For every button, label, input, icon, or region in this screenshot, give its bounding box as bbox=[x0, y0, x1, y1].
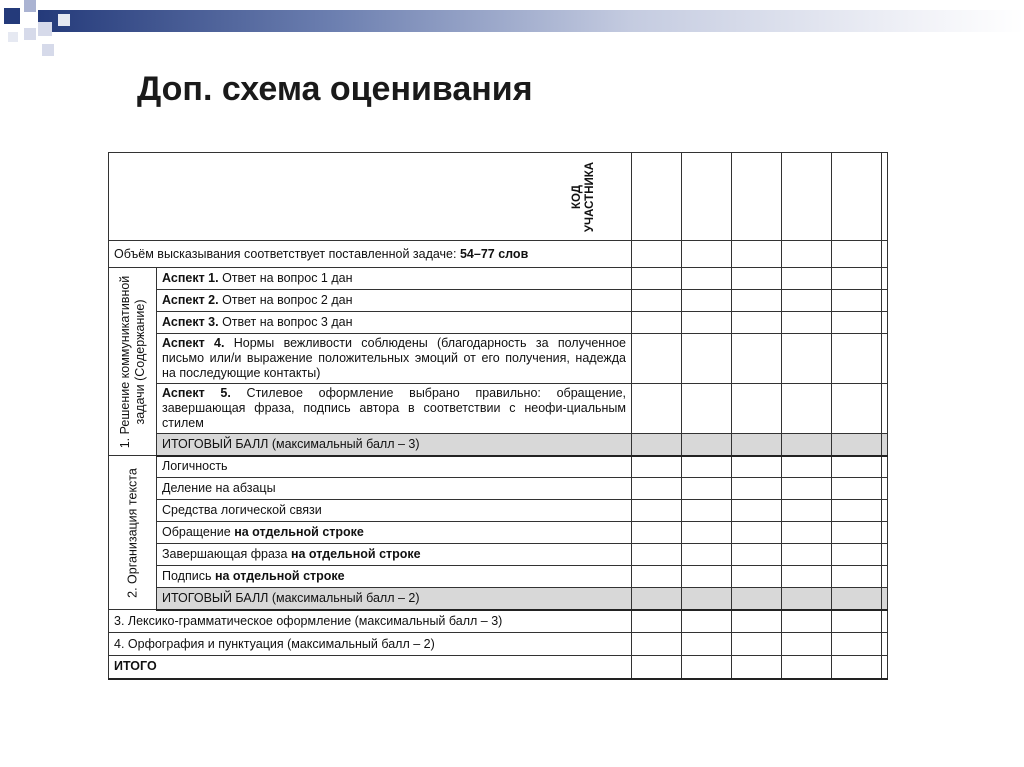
section1-total-row bbox=[109, 434, 888, 456]
score-cell[interactable] bbox=[732, 312, 782, 334]
score-cell[interactable] bbox=[882, 312, 888, 334]
section2-total-label: ИТОГОВЫЙ БАЛЛ (максимальный балл – 2) bbox=[157, 588, 632, 610]
score-cell[interactable] bbox=[782, 312, 832, 334]
aspect-row bbox=[109, 268, 888, 290]
section2-label: 2. Организация текста bbox=[125, 467, 139, 598]
score-cell[interactable] bbox=[882, 456, 888, 478]
header-row bbox=[109, 153, 888, 241]
score-cell[interactable] bbox=[782, 588, 832, 610]
score-cell[interactable] bbox=[882, 241, 888, 268]
score-cell[interactable] bbox=[882, 290, 888, 312]
score-cell[interactable] bbox=[632, 268, 682, 290]
page-title: Доп. схема оценивания bbox=[137, 70, 533, 108]
score-cell[interactable] bbox=[832, 241, 882, 268]
score-cell[interactable] bbox=[832, 588, 882, 610]
aspect-label: Аспект 2. Ответ на вопрос 2 дан bbox=[157, 290, 632, 312]
score-cell[interactable] bbox=[782, 633, 832, 656]
criterion-label: Обращение на отдельной строке bbox=[157, 522, 632, 544]
score-cell[interactable] bbox=[682, 456, 732, 478]
score-cell[interactable] bbox=[782, 566, 832, 588]
score-cell[interactable] bbox=[732, 522, 782, 544]
score-cell[interactable] bbox=[632, 290, 682, 312]
score-cell[interactable] bbox=[632, 434, 682, 456]
volume-label: Объём высказывания соответствует поставленной задаче: 54–77 слов bbox=[109, 241, 632, 268]
score-cell[interactable] bbox=[732, 268, 782, 290]
score-cell[interactable] bbox=[632, 153, 682, 241]
score-cell[interactable] bbox=[732, 656, 782, 679]
score-cell[interactable] bbox=[682, 434, 732, 456]
score-cell[interactable] bbox=[832, 656, 882, 679]
volume-row bbox=[109, 241, 888, 268]
score-cell[interactable] bbox=[782, 334, 832, 384]
score-cell[interactable] bbox=[882, 656, 888, 679]
score-cell[interactable] bbox=[832, 500, 882, 522]
score-cell[interactable] bbox=[832, 384, 882, 434]
score-cell[interactable] bbox=[882, 566, 888, 588]
score-cell[interactable] bbox=[732, 384, 782, 434]
score-cell[interactable] bbox=[732, 478, 782, 500]
score-cell[interactable] bbox=[732, 566, 782, 588]
score-cell[interactable] bbox=[632, 633, 682, 656]
score-cell[interactable] bbox=[632, 544, 682, 566]
criterion-row bbox=[109, 566, 888, 588]
decor-square bbox=[8, 32, 18, 42]
score-cell[interactable] bbox=[732, 153, 782, 241]
score-cell[interactable] bbox=[632, 312, 682, 334]
decor-square bbox=[58, 14, 70, 26]
criterion3-label: 3. Лексико-грамматическое оформление (максимальный балл – 3) bbox=[109, 610, 632, 633]
header-label-cell bbox=[109, 153, 632, 241]
score-cell[interactable] bbox=[682, 241, 732, 268]
score-cell[interactable] bbox=[782, 500, 832, 522]
score-cell[interactable] bbox=[882, 633, 888, 656]
criterion-label: Логичность bbox=[157, 456, 632, 478]
score-cell[interactable] bbox=[832, 610, 882, 633]
section2-total-row bbox=[109, 588, 888, 610]
score-cell[interactable] bbox=[732, 456, 782, 478]
score-cell[interactable] bbox=[682, 478, 732, 500]
score-cell[interactable] bbox=[782, 522, 832, 544]
score-cell[interactable] bbox=[832, 633, 882, 656]
score-cell[interactable] bbox=[782, 384, 832, 434]
score-cell[interactable] bbox=[682, 656, 732, 679]
criterion3-row bbox=[109, 610, 888, 633]
score-cell[interactable] bbox=[832, 522, 882, 544]
final-total-row bbox=[109, 656, 888, 679]
score-cell[interactable] bbox=[882, 500, 888, 522]
score-cell[interactable] bbox=[782, 268, 832, 290]
score-cell[interactable] bbox=[832, 268, 882, 290]
score-cell[interactable] bbox=[782, 241, 832, 268]
section1-total-label: ИТОГОВЫЙ БАЛЛ (максимальный балл – 3) bbox=[157, 434, 632, 456]
score-cell[interactable] bbox=[882, 153, 888, 241]
score-cell[interactable] bbox=[632, 334, 682, 384]
criterion-row bbox=[109, 478, 888, 500]
aspect-label: Аспект 5. Стилевое оформление выбрано правильно: обращение, завершающая фраза, подпись автора в соответствии с неофи-циальным стилем bbox=[157, 384, 632, 434]
aspect-row bbox=[109, 312, 888, 334]
score-cell[interactable] bbox=[782, 456, 832, 478]
criterion-label: Деление на абзацы bbox=[157, 478, 632, 500]
score-cell[interactable] bbox=[732, 434, 782, 456]
aspect-label: Аспект 1. Ответ на вопрос 1 дан bbox=[157, 268, 632, 290]
score-cell[interactable] bbox=[682, 290, 732, 312]
final-total-label: ИТОГО bbox=[109, 656, 632, 679]
score-cell[interactable] bbox=[732, 588, 782, 610]
score-cell[interactable] bbox=[832, 434, 882, 456]
score-cell[interactable] bbox=[832, 544, 882, 566]
score-cell[interactable] bbox=[832, 478, 882, 500]
score-cell[interactable] bbox=[682, 153, 732, 241]
score-cell[interactable] bbox=[832, 334, 882, 384]
score-cell[interactable] bbox=[682, 500, 732, 522]
score-cell[interactable] bbox=[882, 384, 888, 434]
score-cell[interactable] bbox=[632, 566, 682, 588]
evaluation-table bbox=[108, 152, 888, 680]
score-cell[interactable] bbox=[782, 610, 832, 633]
score-cell[interactable] bbox=[882, 544, 888, 566]
criterion4-row bbox=[109, 633, 888, 656]
aspect-row bbox=[109, 290, 888, 312]
score-cell[interactable] bbox=[832, 566, 882, 588]
score-cell[interactable] bbox=[832, 153, 882, 241]
score-cell[interactable] bbox=[632, 384, 682, 434]
score-cell[interactable] bbox=[682, 268, 732, 290]
score-cell[interactable] bbox=[882, 268, 888, 290]
section2-label-cell bbox=[109, 456, 157, 610]
criterion4-label: 4. Орфография и пунктуация (максимальный балл – 2) bbox=[109, 633, 632, 656]
aspect-row bbox=[109, 334, 888, 384]
score-cell[interactable] bbox=[682, 312, 732, 334]
aspect-label: Аспект 3. Ответ на вопрос 3 дан bbox=[157, 312, 632, 334]
score-cell[interactable] bbox=[832, 456, 882, 478]
aspect-row bbox=[109, 384, 888, 434]
score-cell[interactable] bbox=[682, 544, 732, 566]
score-cell[interactable] bbox=[782, 434, 832, 456]
header-gradient-bar bbox=[38, 10, 1024, 32]
score-cell[interactable] bbox=[632, 500, 682, 522]
score-cell[interactable] bbox=[682, 566, 732, 588]
score-cell[interactable] bbox=[732, 334, 782, 384]
score-cell[interactable] bbox=[882, 478, 888, 500]
score-cell[interactable] bbox=[732, 633, 782, 656]
criterion-row bbox=[109, 500, 888, 522]
score-cell[interactable] bbox=[882, 334, 888, 384]
criterion-row bbox=[109, 544, 888, 566]
decor-square bbox=[24, 28, 36, 40]
score-cell[interactable] bbox=[832, 312, 882, 334]
score-cell[interactable] bbox=[632, 478, 682, 500]
criterion-row bbox=[109, 456, 888, 478]
score-cell[interactable] bbox=[732, 500, 782, 522]
score-cell[interactable] bbox=[632, 610, 682, 633]
score-cell[interactable] bbox=[682, 633, 732, 656]
score-cell[interactable] bbox=[732, 610, 782, 633]
decor-square bbox=[4, 8, 20, 24]
criterion-row bbox=[109, 522, 888, 544]
criterion-label: Средства логической связи bbox=[157, 500, 632, 522]
score-cell[interactable] bbox=[632, 241, 682, 268]
decor-square bbox=[42, 44, 54, 56]
score-cell[interactable] bbox=[782, 290, 832, 312]
score-cell[interactable] bbox=[632, 656, 682, 679]
score-cell[interactable] bbox=[882, 588, 888, 610]
score-cell[interactable] bbox=[632, 588, 682, 610]
score-cell[interactable] bbox=[632, 522, 682, 544]
score-cell[interactable] bbox=[832, 290, 882, 312]
score-cell[interactable] bbox=[782, 656, 832, 679]
decor-square bbox=[24, 0, 36, 12]
score-cell[interactable] bbox=[682, 384, 732, 434]
score-cell[interactable] bbox=[682, 522, 732, 544]
score-cell[interactable] bbox=[632, 456, 682, 478]
score-cell[interactable] bbox=[882, 522, 888, 544]
score-cell[interactable] bbox=[782, 544, 832, 566]
score-cell[interactable] bbox=[732, 290, 782, 312]
score-cell[interactable] bbox=[732, 241, 782, 268]
section1-label-cell bbox=[109, 268, 157, 456]
criterion-label: Подпись на отдельной строке bbox=[157, 566, 632, 588]
score-cell[interactable] bbox=[882, 610, 888, 633]
criterion-label: Завершающая фраза на отдельной строке bbox=[157, 544, 632, 566]
section1-label: 1. Решение коммуникативной задачи (Содержание) bbox=[117, 275, 147, 448]
score-cell[interactable] bbox=[682, 610, 732, 633]
score-cell[interactable] bbox=[682, 588, 732, 610]
score-cell[interactable] bbox=[732, 544, 782, 566]
participant-code-label: КОД УЧАСТНИКА bbox=[570, 161, 596, 232]
score-cell[interactable] bbox=[882, 434, 888, 456]
aspect-label: Аспект 4. Нормы вежливости соблюдены (благодарность за полученное письмо или/и выражение положительных эмоций от его получения, надежда на последующие контакты) bbox=[157, 334, 632, 384]
decor-square bbox=[38, 22, 52, 36]
score-cell[interactable] bbox=[682, 334, 732, 384]
score-cell[interactable] bbox=[782, 153, 832, 241]
score-cell[interactable] bbox=[782, 478, 832, 500]
